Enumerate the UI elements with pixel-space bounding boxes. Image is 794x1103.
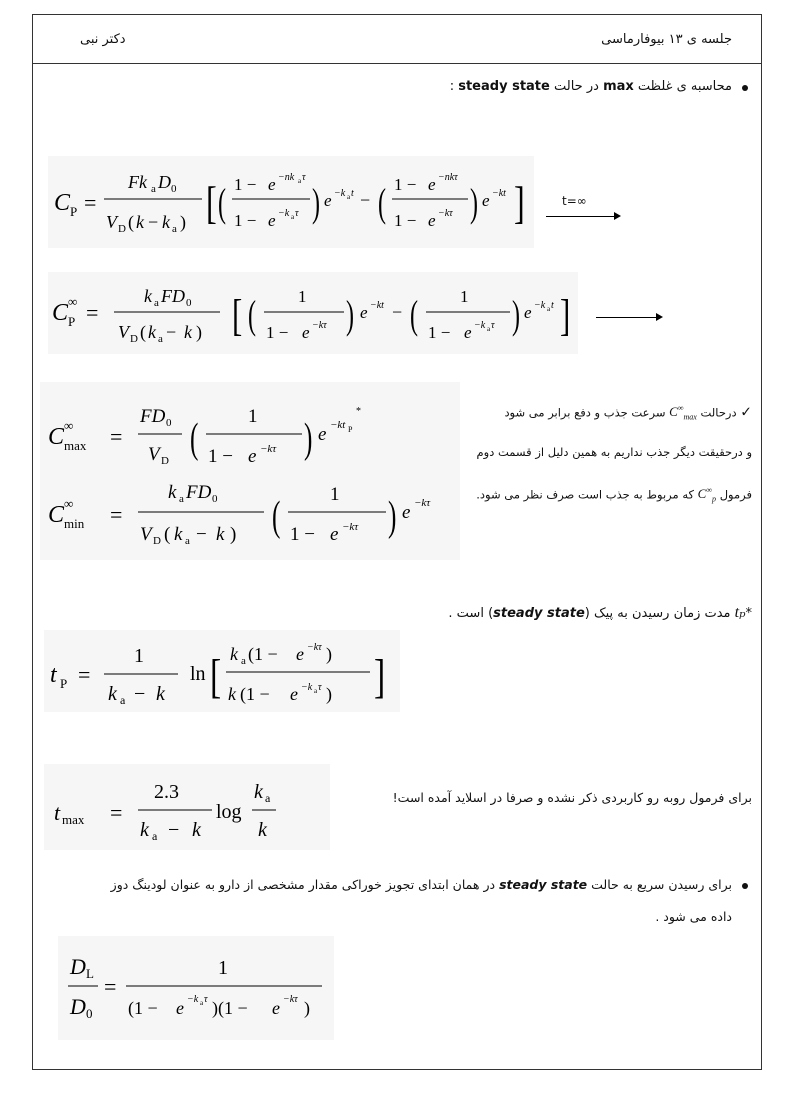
svg-text:C: C bbox=[48, 424, 65, 450]
note-line-2: و درحقیقت دیگر جذب نداریم به همین دلیل از قسمت دوم bbox=[476, 445, 752, 459]
svg-text:e: e bbox=[524, 303, 532, 322]
svg-text:k: k bbox=[162, 212, 170, 232]
svg-text:[: [ bbox=[232, 291, 243, 341]
tp-note bbox=[448, 604, 752, 623]
tp-symbol: tₚ bbox=[734, 604, 746, 621]
intro-steady: steady state bbox=[458, 79, 550, 94]
svg-text:e: e bbox=[360, 303, 368, 322]
svg-text:(: ( bbox=[410, 294, 418, 338]
arrow-label: t=∞ bbox=[562, 194, 587, 208]
svg-text:FD: FD bbox=[186, 482, 212, 503]
svg-text:V: V bbox=[148, 444, 160, 465]
header-author: دکتر نبی bbox=[80, 32, 126, 47]
svg-text:D: D bbox=[70, 954, 86, 979]
svg-text:): ) bbox=[304, 415, 313, 462]
svg-text:(: ( bbox=[128, 212, 134, 232]
svg-text:τ: τ bbox=[295, 208, 299, 219]
cmax-symbol: $C^\infty_{max}$ bbox=[669, 404, 697, 422]
note-line-1-a: درحالت bbox=[700, 405, 737, 420]
svg-text:k: k bbox=[174, 524, 183, 545]
svg-text:−: − bbox=[148, 212, 159, 232]
formula-cp bbox=[48, 156, 534, 248]
svg-text:e: e bbox=[428, 211, 436, 230]
svg-text:): ) bbox=[304, 998, 310, 1018]
svg-text:τ: τ bbox=[318, 682, 322, 693]
svg-text:): ) bbox=[388, 493, 397, 540]
svg-text:1: 1 bbox=[460, 287, 469, 306]
svg-text:−k: −k bbox=[334, 188, 346, 199]
svg-text:C: C bbox=[48, 502, 65, 528]
svg-text:−kt: −kt bbox=[370, 300, 384, 311]
svg-text:=: = bbox=[110, 424, 123, 449]
svg-text:a: a bbox=[154, 297, 159, 309]
svg-text:e: e bbox=[428, 175, 436, 194]
note-line-1-b: سرعت جذب و دفع برابر می شود bbox=[504, 405, 666, 420]
svg-text:k: k bbox=[216, 524, 225, 545]
svg-text:1 −: 1 − bbox=[234, 175, 257, 194]
formula-loading-dose-svg bbox=[58, 936, 334, 1040]
svg-text:−: − bbox=[168, 819, 180, 841]
svg-text:(: ( bbox=[247, 294, 256, 338]
svg-text:(: ( bbox=[190, 415, 199, 462]
svg-text:a: a bbox=[547, 305, 551, 313]
svg-text:P: P bbox=[68, 314, 76, 329]
svg-text:−k: −k bbox=[278, 208, 290, 219]
svg-text:k: k bbox=[168, 482, 177, 503]
svg-text:−: − bbox=[166, 322, 177, 342]
svg-text:a: a bbox=[487, 325, 491, 333]
svg-text:e: e bbox=[272, 998, 280, 1018]
formula-tmax-svg bbox=[44, 764, 330, 850]
svg-text:1 −: 1 − bbox=[290, 524, 315, 545]
svg-text:k: k bbox=[228, 684, 236, 704]
tp-star: * bbox=[745, 606, 752, 621]
svg-text:V: V bbox=[118, 322, 129, 342]
svg-text:−k: −k bbox=[474, 320, 486, 331]
svg-text:V: V bbox=[140, 524, 152, 545]
svg-text:k: k bbox=[148, 322, 156, 342]
formula-cp-inf-svg bbox=[48, 272, 578, 354]
svg-text:1 −: 1 − bbox=[266, 323, 289, 342]
svg-text:[: [ bbox=[209, 649, 222, 703]
svg-text:k: k bbox=[144, 286, 152, 306]
svg-text:∞: ∞ bbox=[64, 496, 74, 511]
svg-text:−: − bbox=[360, 190, 371, 210]
svg-text:FD: FD bbox=[140, 406, 166, 427]
arrow-1-head bbox=[614, 212, 621, 220]
svg-text:(1 −: (1 − bbox=[128, 998, 158, 1018]
svg-text:*: * bbox=[356, 406, 361, 417]
note-line-3 bbox=[476, 482, 752, 509]
svg-text:): ) bbox=[180, 212, 186, 232]
svg-text:1 −: 1 − bbox=[428, 323, 451, 342]
svg-text:): ) bbox=[512, 294, 520, 338]
svg-text:1: 1 bbox=[330, 484, 340, 505]
svg-text:V: V bbox=[106, 212, 117, 232]
svg-text:a: a bbox=[151, 183, 156, 195]
tp-note-steady: steady state bbox=[493, 606, 585, 621]
svg-text:(: ( bbox=[140, 322, 146, 342]
svg-text:min: min bbox=[64, 516, 85, 531]
svg-text:=: = bbox=[78, 662, 91, 687]
svg-text:max: max bbox=[62, 812, 85, 827]
arrow-2-line bbox=[596, 317, 658, 318]
check-icon: ✓ bbox=[740, 404, 752, 421]
formula-cmax-cmin-svg bbox=[40, 382, 460, 560]
svg-text:−nk: −nk bbox=[278, 172, 295, 183]
svg-text:=: = bbox=[84, 190, 97, 215]
svg-text:t: t bbox=[50, 662, 57, 688]
svg-text:e: e bbox=[318, 424, 327, 445]
svg-text:a: a bbox=[158, 333, 163, 345]
svg-text:−kτ: −kτ bbox=[260, 443, 277, 455]
svg-text:D: D bbox=[161, 455, 169, 467]
bullet bbox=[742, 883, 748, 889]
svg-text:a: a bbox=[298, 177, 302, 185]
svg-text:): ) bbox=[196, 322, 202, 342]
intro-end: : bbox=[449, 79, 455, 94]
svg-text:a: a bbox=[265, 791, 271, 805]
svg-text:a: a bbox=[172, 223, 177, 235]
arrow-1-line bbox=[546, 216, 616, 217]
svg-text:1: 1 bbox=[134, 645, 144, 667]
svg-text:−k: −k bbox=[301, 682, 313, 693]
cp-inf-symbol: $C^\infty_p$ bbox=[697, 486, 717, 504]
svg-text:−kτ: −kτ bbox=[342, 521, 359, 533]
svg-text:): ) bbox=[326, 644, 332, 664]
svg-text:ln: ln bbox=[190, 663, 206, 685]
svg-text:t: t bbox=[54, 800, 61, 825]
svg-text:)(1 −: )(1 − bbox=[212, 998, 248, 1018]
svg-text:e: e bbox=[482, 191, 490, 210]
svg-text:C: C bbox=[52, 300, 69, 326]
svg-text:a: a bbox=[185, 535, 190, 547]
note-line-1 bbox=[504, 400, 752, 427]
svg-text:e: e bbox=[464, 323, 472, 342]
formula-cp-svg bbox=[48, 156, 534, 248]
note-line-3-b: که مربوط به جذب است صرف نظر می شود. bbox=[476, 487, 694, 502]
svg-text:a: a bbox=[291, 213, 295, 221]
svg-text:τ: τ bbox=[204, 994, 208, 1005]
tp-note-a: مدت زمان رسیدن به پیک ( bbox=[584, 606, 731, 621]
svg-text:P: P bbox=[348, 425, 353, 434]
formula-loading-dose bbox=[58, 936, 334, 1040]
svg-text:∞: ∞ bbox=[64, 418, 74, 433]
svg-text:Fk: Fk bbox=[128, 172, 147, 192]
svg-text:max: max bbox=[64, 438, 87, 453]
arrow-2-head bbox=[656, 313, 663, 321]
svg-text:log: log bbox=[216, 801, 242, 823]
svg-text:a: a bbox=[347, 193, 351, 201]
svg-text:2.3: 2.3 bbox=[154, 781, 179, 803]
svg-text:k: k bbox=[258, 819, 267, 841]
svg-text:−kτ: −kτ bbox=[307, 642, 322, 653]
svg-text:1: 1 bbox=[248, 406, 258, 427]
svg-text:(: ( bbox=[218, 182, 226, 226]
formula-tp-svg bbox=[44, 630, 400, 712]
svg-text:=: = bbox=[110, 502, 123, 527]
intro-text-a: محاسبه ی غلظت bbox=[637, 79, 732, 94]
svg-text:[: [ bbox=[206, 177, 217, 229]
svg-text:a: a bbox=[120, 693, 126, 707]
formula-tmax bbox=[44, 764, 330, 850]
svg-text:k: k bbox=[230, 644, 238, 664]
svg-text:e: e bbox=[324, 191, 332, 210]
svg-text:]: ] bbox=[560, 291, 571, 341]
svg-text:]: ] bbox=[374, 649, 386, 703]
svg-text:−: − bbox=[196, 524, 207, 545]
svg-text:k: k bbox=[254, 781, 263, 803]
svg-text:P: P bbox=[60, 676, 68, 691]
svg-text:−nkτ: −nkτ bbox=[438, 172, 458, 183]
svg-text:D: D bbox=[153, 535, 161, 547]
svg-text:1: 1 bbox=[298, 287, 307, 306]
svg-text:e: e bbox=[302, 323, 310, 342]
svg-text:): ) bbox=[230, 524, 237, 545]
svg-text:τ: τ bbox=[302, 172, 306, 183]
svg-text:−kτ: −kτ bbox=[312, 320, 327, 331]
svg-text:D: D bbox=[70, 994, 86, 1019]
svg-text:=: = bbox=[110, 800, 123, 825]
svg-text:0: 0 bbox=[86, 1006, 93, 1021]
svg-text:(1 −: (1 − bbox=[240, 684, 270, 704]
svg-text:t: t bbox=[551, 300, 554, 311]
loading-note-line-1 bbox=[111, 876, 732, 894]
svg-text:−kt: −kt bbox=[330, 419, 346, 431]
svg-text:=: = bbox=[104, 974, 117, 999]
svg-text:(1 −: (1 − bbox=[248, 644, 278, 664]
svg-text:e: e bbox=[268, 175, 276, 194]
svg-text:): ) bbox=[326, 684, 332, 704]
svg-text:=: = bbox=[86, 300, 99, 325]
svg-text:): ) bbox=[312, 182, 320, 226]
svg-text:−kτ: −kτ bbox=[283, 994, 298, 1005]
formula-tp bbox=[44, 630, 400, 712]
svg-text:−kt: −kt bbox=[492, 188, 506, 199]
svg-text:C: C bbox=[54, 190, 71, 216]
svg-text:0: 0 bbox=[166, 417, 172, 429]
intro-text-b: در حالت bbox=[553, 79, 599, 94]
svg-text:a: a bbox=[179, 493, 184, 505]
loading-note-steady: steady state bbox=[499, 877, 588, 892]
svg-text:1 −: 1 − bbox=[234, 211, 257, 230]
svg-text:k: k bbox=[140, 819, 149, 841]
svg-text:τ: τ bbox=[491, 320, 495, 331]
svg-text:k: k bbox=[192, 819, 201, 841]
svg-text:e: e bbox=[402, 502, 411, 523]
svg-text:−kτ: −kτ bbox=[438, 208, 453, 219]
svg-text:D: D bbox=[118, 223, 126, 235]
svg-text:a: a bbox=[200, 999, 204, 1007]
svg-text:k: k bbox=[136, 212, 144, 232]
svg-text:1: 1 bbox=[218, 957, 228, 979]
loading-note-b: در همان ابتدای تجویز خوراکی مقدار مشخصی از دارو به عنوان لودینگ دوز bbox=[110, 877, 496, 892]
svg-text:]: ] bbox=[514, 177, 525, 229]
svg-text:1 −: 1 − bbox=[208, 446, 233, 467]
bullet bbox=[742, 85, 748, 91]
svg-text:): ) bbox=[346, 294, 354, 338]
svg-text:k: k bbox=[108, 683, 117, 705]
loading-note-a: برای رسیدن سریع به حالت bbox=[591, 877, 732, 892]
formula-cmax-cmin bbox=[40, 382, 460, 560]
tmax-note: برای فرمول روبه رو کاربردی ذکر نشده و صرفا در اسلاید آمده است! bbox=[392, 790, 752, 805]
tp-note-b: ) است . bbox=[448, 606, 494, 621]
svg-text:D: D bbox=[130, 333, 138, 345]
svg-text:e: e bbox=[290, 684, 298, 704]
svg-text:e: e bbox=[296, 644, 304, 664]
intro-max: max bbox=[603, 79, 634, 94]
svg-text:e: e bbox=[176, 998, 184, 1018]
svg-text:−: − bbox=[392, 302, 403, 322]
formula-cp-inf bbox=[48, 272, 578, 354]
header-divider bbox=[32, 63, 762, 64]
svg-text:e: e bbox=[330, 524, 339, 545]
svg-text:0: 0 bbox=[186, 297, 192, 309]
svg-text:k: k bbox=[184, 322, 192, 342]
loading-note-line-2: داده می شود . bbox=[655, 909, 732, 924]
svg-text:−k: −k bbox=[187, 994, 199, 1005]
intro-line bbox=[450, 78, 732, 96]
svg-text:a: a bbox=[152, 829, 158, 843]
svg-text:e: e bbox=[268, 211, 276, 230]
svg-text:t: t bbox=[351, 188, 354, 199]
svg-text:a: a bbox=[314, 687, 318, 695]
svg-text:0: 0 bbox=[212, 493, 218, 505]
svg-text:−: − bbox=[134, 683, 146, 705]
svg-text:−kτ: −kτ bbox=[414, 497, 431, 509]
svg-text:e: e bbox=[248, 446, 257, 467]
svg-text:1 −: 1 − bbox=[394, 175, 417, 194]
svg-text:P: P bbox=[70, 204, 78, 219]
svg-text:−k: −k bbox=[534, 300, 546, 311]
svg-text:a: a bbox=[241, 655, 246, 667]
svg-text:0: 0 bbox=[171, 183, 177, 195]
svg-text:L: L bbox=[86, 966, 94, 981]
header-title: جلسه ی ۱۳ بیوفارماسی bbox=[601, 32, 732, 47]
svg-text:(: ( bbox=[164, 524, 171, 545]
svg-text:): ) bbox=[469, 182, 478, 226]
note-line-3-a: فرمول bbox=[719, 487, 752, 502]
svg-text:FD: FD bbox=[161, 286, 185, 306]
svg-text:∞: ∞ bbox=[68, 294, 78, 309]
svg-text:(: ( bbox=[377, 182, 386, 226]
svg-text:k: k bbox=[156, 683, 165, 705]
svg-text:(: ( bbox=[272, 493, 281, 540]
svg-text:1 −: 1 − bbox=[394, 211, 417, 230]
svg-text:D: D bbox=[158, 172, 171, 192]
